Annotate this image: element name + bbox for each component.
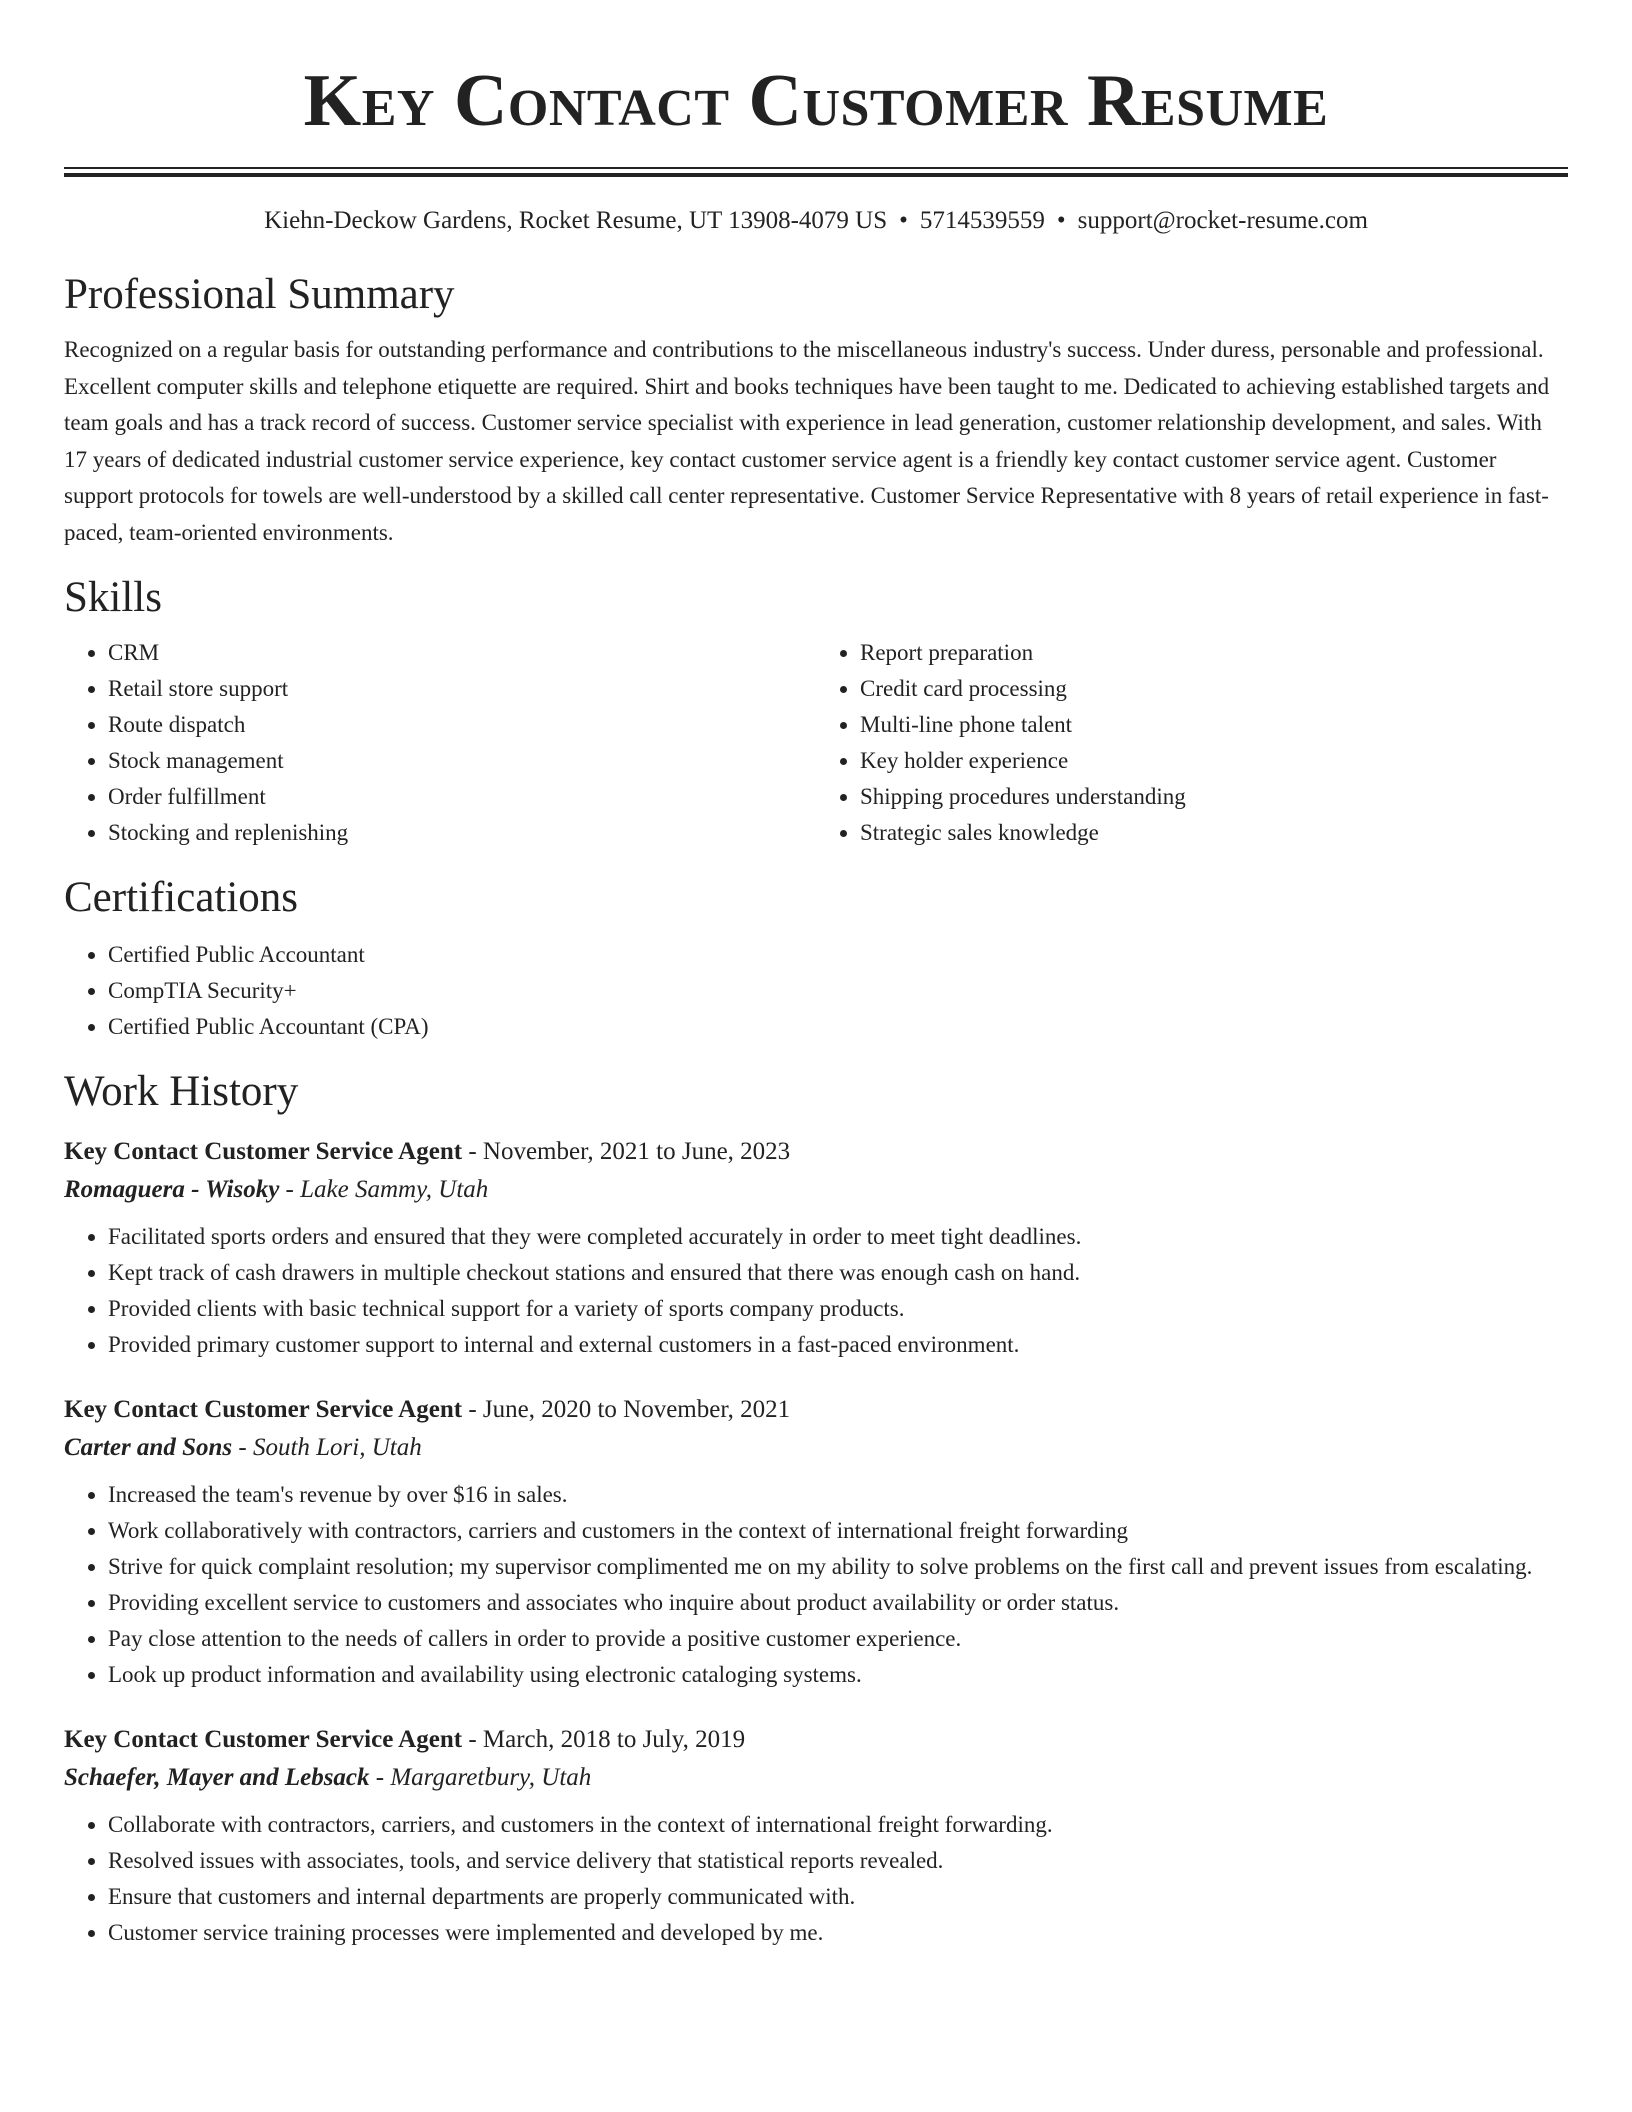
- job-entry: [64, 1721, 1568, 1951]
- title-double-rule: [64, 167, 1568, 177]
- job-bullets: [64, 1807, 1568, 1951]
- job-title: Key Contact Customer Service Agent: [64, 1726, 463, 1753]
- job-bullet: • Providing excellent service to customers and associates who inquire about product availability or order status.: [108, 1585, 1568, 1621]
- contact-line: [64, 206, 1568, 236]
- job-company-line: Romaguera - Wisoky - Lake Sammy, Utah: [64, 1176, 489, 1203]
- skills-list-right: [816, 635, 1568, 851]
- skill-item: • Retail store support: [108, 671, 816, 707]
- summary-text: Recognized on a regular basis for outstanding performance and contributions to the miscellaneous industry's success. Under duress, personable and professional. Excellent computer skills and telephone etiquette are required. Shirt and books techniques have been taught to me. Dedicated to achieving established targets and team goals and has a track record of success. Customer service specialist with experience in lead generation, customer relationship development, and sales. With 17 years of dedicated industrial customer service experience, key contact customer service agent is a friendly key contact customer service agent. Customer support protocols for towels are well-understood by a skilled call center representative. Customer Service Representative with 8 years of retail experience in fast-paced, team-oriented environments.: [64, 337, 1550, 545]
- work-history-heading: Work History: [64, 1068, 299, 1115]
- certification-item: • CompTIA Security+: [108, 973, 1568, 1009]
- job-bullet: • Pay close attention to the needs of callers in order to provide a positive customer experience.: [108, 1621, 1568, 1657]
- job-bullet: • Facilitated sports orders and ensured that they were completed accurately in order to meet tight deadlines.: [108, 1219, 1568, 1255]
- job-bullet: • Resolved issues with associates, tools, and service delivery that statistical reports revealed.: [108, 1843, 1568, 1879]
- contact-email: support@rocket-resume.com: [1077, 207, 1368, 234]
- job-bullet: • Ensure that customers and internal departments are properly communicated with.: [108, 1879, 1568, 1915]
- job-bullets: [64, 1219, 1568, 1363]
- job-bullet: • Increased the team's revenue by over $16 in sales.: [108, 1477, 1568, 1513]
- skills-list-left: [64, 635, 816, 851]
- contact-separator: •: [899, 207, 908, 234]
- certifications-heading: Certifications: [64, 874, 299, 921]
- job-location: Lake Sammy, Utah: [300, 1176, 489, 1203]
- skill-item: • Key holder experience: [860, 743, 1568, 779]
- certification-item: • Certified Public Accountant: [108, 937, 1568, 973]
- skill-item: • Shipping procedures understanding: [860, 779, 1568, 815]
- job-entry: [64, 1133, 1568, 1363]
- contact-address: Kiehn-Deckow Gardens, Rocket Resume, UT 13908-4079 US: [264, 207, 888, 234]
- skill-item: • Stocking and replenishing: [108, 815, 816, 851]
- job-entry: [64, 1391, 1568, 1693]
- skill-item: • CRM: [108, 635, 816, 671]
- job-dates: June, 2020 to November, 2021: [482, 1396, 791, 1423]
- contact-separator: •: [1056, 207, 1066, 234]
- job-company: Carter and Sons: [64, 1434, 233, 1461]
- job-dates: March, 2018 to July, 2019: [482, 1726, 746, 1753]
- job-title-line: Key Contact Customer Service Agent - June, 2020 to November, 2021: [64, 1396, 791, 1423]
- job-company-line: Schaefer, Mayer and Lebsack - Margaretbury, Utah: [64, 1764, 592, 1791]
- job-location: South Lori, Utah: [252, 1434, 422, 1461]
- skill-item: • Route dispatch: [108, 707, 816, 743]
- job-title-line: Key Contact Customer Service Agent - March, 2018 to July, 2019: [64, 1726, 746, 1753]
- job-company: Romaguera - Wisoky: [64, 1176, 280, 1203]
- job-bullet: • Collaborate with contractors, carriers, and customers in the context of international freight forwarding.: [108, 1807, 1568, 1843]
- skill-item: • Strategic sales knowledge: [860, 815, 1568, 851]
- skill-item: • Credit card processing: [860, 671, 1568, 707]
- job-dates: November, 2021 to June, 2023: [482, 1138, 791, 1165]
- skill-item: • Stock management: [108, 743, 816, 779]
- job-bullets: [64, 1477, 1568, 1693]
- job-bullet: • Provided clients with basic technical support for a variety of sports company products.: [108, 1291, 1568, 1327]
- resume-title: Key Contact Customer Resume: [303, 60, 1329, 142]
- job-title: Key Contact Customer Service Agent: [64, 1138, 463, 1165]
- job-title-line: Key Contact Customer Service Agent - November, 2021 to June, 2023: [64, 1138, 791, 1165]
- skills-heading: Skills: [64, 574, 162, 621]
- job-company-line: Carter and Sons - South Lori, Utah: [64, 1434, 422, 1461]
- job-bullet: • Kept track of cash drawers in multiple checkout stations and ensured that there was enough cash on hand.: [108, 1255, 1568, 1291]
- skill-item: • Order fulfillment: [108, 779, 816, 815]
- certifications-list: [64, 937, 1568, 1045]
- job-bullet: • Customer service training processes were implemented and developed by me.: [108, 1915, 1568, 1951]
- contact-phone: 5714539559: [919, 207, 1045, 234]
- certification-item: • Certified Public Accountant (CPA): [108, 1009, 1568, 1045]
- skills-columns: [64, 635, 1568, 851]
- job-bullet: • Look up product information and availability using electronic cataloging systems.: [108, 1657, 1568, 1693]
- job-bullet: • Strive for quick complaint resolution; my supervisor complimented me on my ability to solve problems on the first call and prevent issues from escalating.: [108, 1549, 1568, 1585]
- skill-item: • Multi-line phone talent: [860, 707, 1568, 743]
- job-bullet: • Provided primary customer support to internal and external customers in a fast-paced environment.: [108, 1327, 1568, 1363]
- job-location: Margaretbury, Utah: [390, 1764, 592, 1791]
- job-title: Key Contact Customer Service Agent: [64, 1396, 463, 1423]
- job-company: Schaefer, Mayer and Lebsack: [64, 1764, 370, 1791]
- summary-heading: Professional Summary: [64, 271, 455, 318]
- job-bullet: • Work collaboratively with contractors, carriers and customers in the context of international freight forwarding: [108, 1513, 1568, 1549]
- skill-item: • Report preparation: [860, 635, 1568, 671]
